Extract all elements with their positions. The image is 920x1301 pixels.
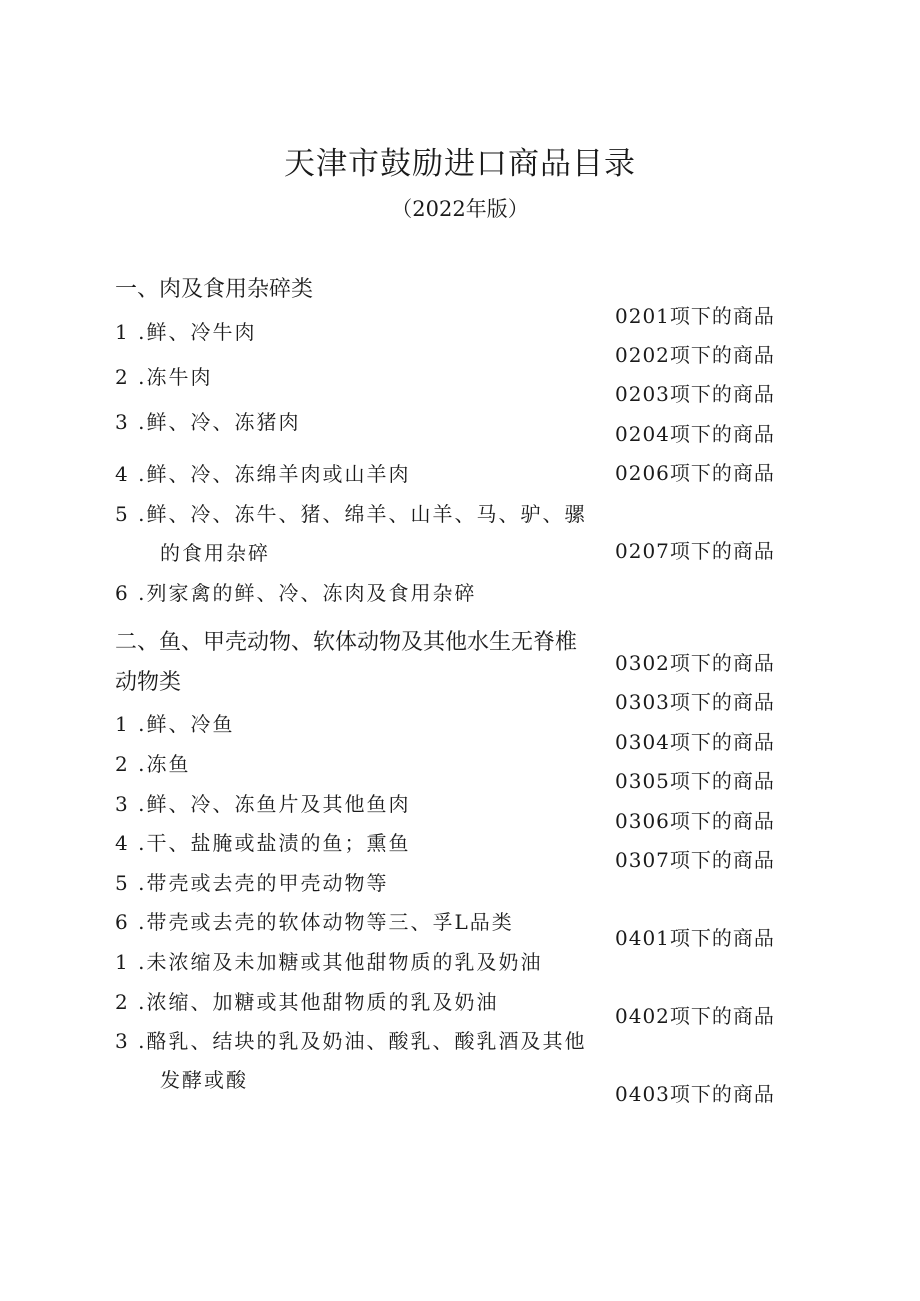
code-entry: 0204项下的商品 xyxy=(615,422,775,446)
document-title: 天津市鼓励进口商品目录 xyxy=(284,146,636,182)
section-heading: 一、肉及食用杂碎类 xyxy=(115,277,314,302)
code-entry: 0307项下的商品 xyxy=(615,848,775,872)
section-heading: 二、鱼、甲壳动物、软体动物及其他水生无脊椎 xyxy=(115,630,578,655)
list-item: 1 .未浓缩及未加糖或其他甜物质的乳及奶油 xyxy=(115,950,543,974)
code-entry: 0306项下的商品 xyxy=(615,809,775,833)
code-entry: 0201项下的商品 xyxy=(615,304,775,328)
document-subtitle: （2022年版） xyxy=(391,197,529,221)
list-item: 2 .冻鱼 xyxy=(115,752,191,776)
code-entry: 0206项下的商品 xyxy=(615,461,775,485)
code-entry: 0403项下的商品 xyxy=(615,1082,775,1106)
code-entry: 0402项下的商品 xyxy=(615,1004,775,1028)
list-item: 3 .酪乳、结块的乳及奶油、酸乳、酸乳酒及其他 xyxy=(115,1029,587,1053)
code-entry: 0303项下的商品 xyxy=(615,690,775,714)
list-item: 2 .冻牛肉 xyxy=(115,365,213,389)
list-item: 5 .带壳或去壳的甲壳动物等 xyxy=(115,871,389,895)
code-entry: 0207项下的商品 xyxy=(615,539,775,563)
code-entry: 0202项下的商品 xyxy=(615,343,775,367)
list-item: 1 .鲜、冷牛肉 xyxy=(115,320,257,344)
list-item: 5 .鲜、冷、冻牛、猪、绵羊、山羊、马、驴、骡 xyxy=(115,502,587,526)
code-entry: 0203项下的商品 xyxy=(615,382,775,406)
list-item: 4 .鲜、冷、冻绵羊肉或山羊肉 xyxy=(115,462,411,486)
list-item: 3 .鲜、冷、冻鱼片及其他鱼肉 xyxy=(115,792,411,816)
list-item: 1 .鲜、冷鱼 xyxy=(115,712,235,736)
list-item: 4 .干、盐腌或盐渍的鱼；熏鱼 xyxy=(115,831,411,855)
section-heading-continuation: 动物类 xyxy=(115,670,182,695)
code-entry: 0304项下的商品 xyxy=(615,730,775,754)
list-item: 3 .鲜、冷、冻猪肉 xyxy=(115,410,301,434)
code-entry: 0302项下的商品 xyxy=(615,651,775,675)
list-item: 2 .浓缩、加糖或其他甜物质的乳及奶油 xyxy=(115,990,499,1014)
list-item-continuation: 的食用杂碎 xyxy=(160,541,270,565)
code-entry: 0305项下的商品 xyxy=(615,769,775,793)
code-entry: 0401项下的商品 xyxy=(615,926,775,950)
list-item-continuation: 发酵或酸 xyxy=(160,1068,248,1092)
list-item: 6 .列家禽的鲜、冷、冻肉及食用杂碎 xyxy=(115,581,477,605)
list-item: 6 .带壳或去壳的软体动物等三、孚L品类 xyxy=(115,910,514,934)
